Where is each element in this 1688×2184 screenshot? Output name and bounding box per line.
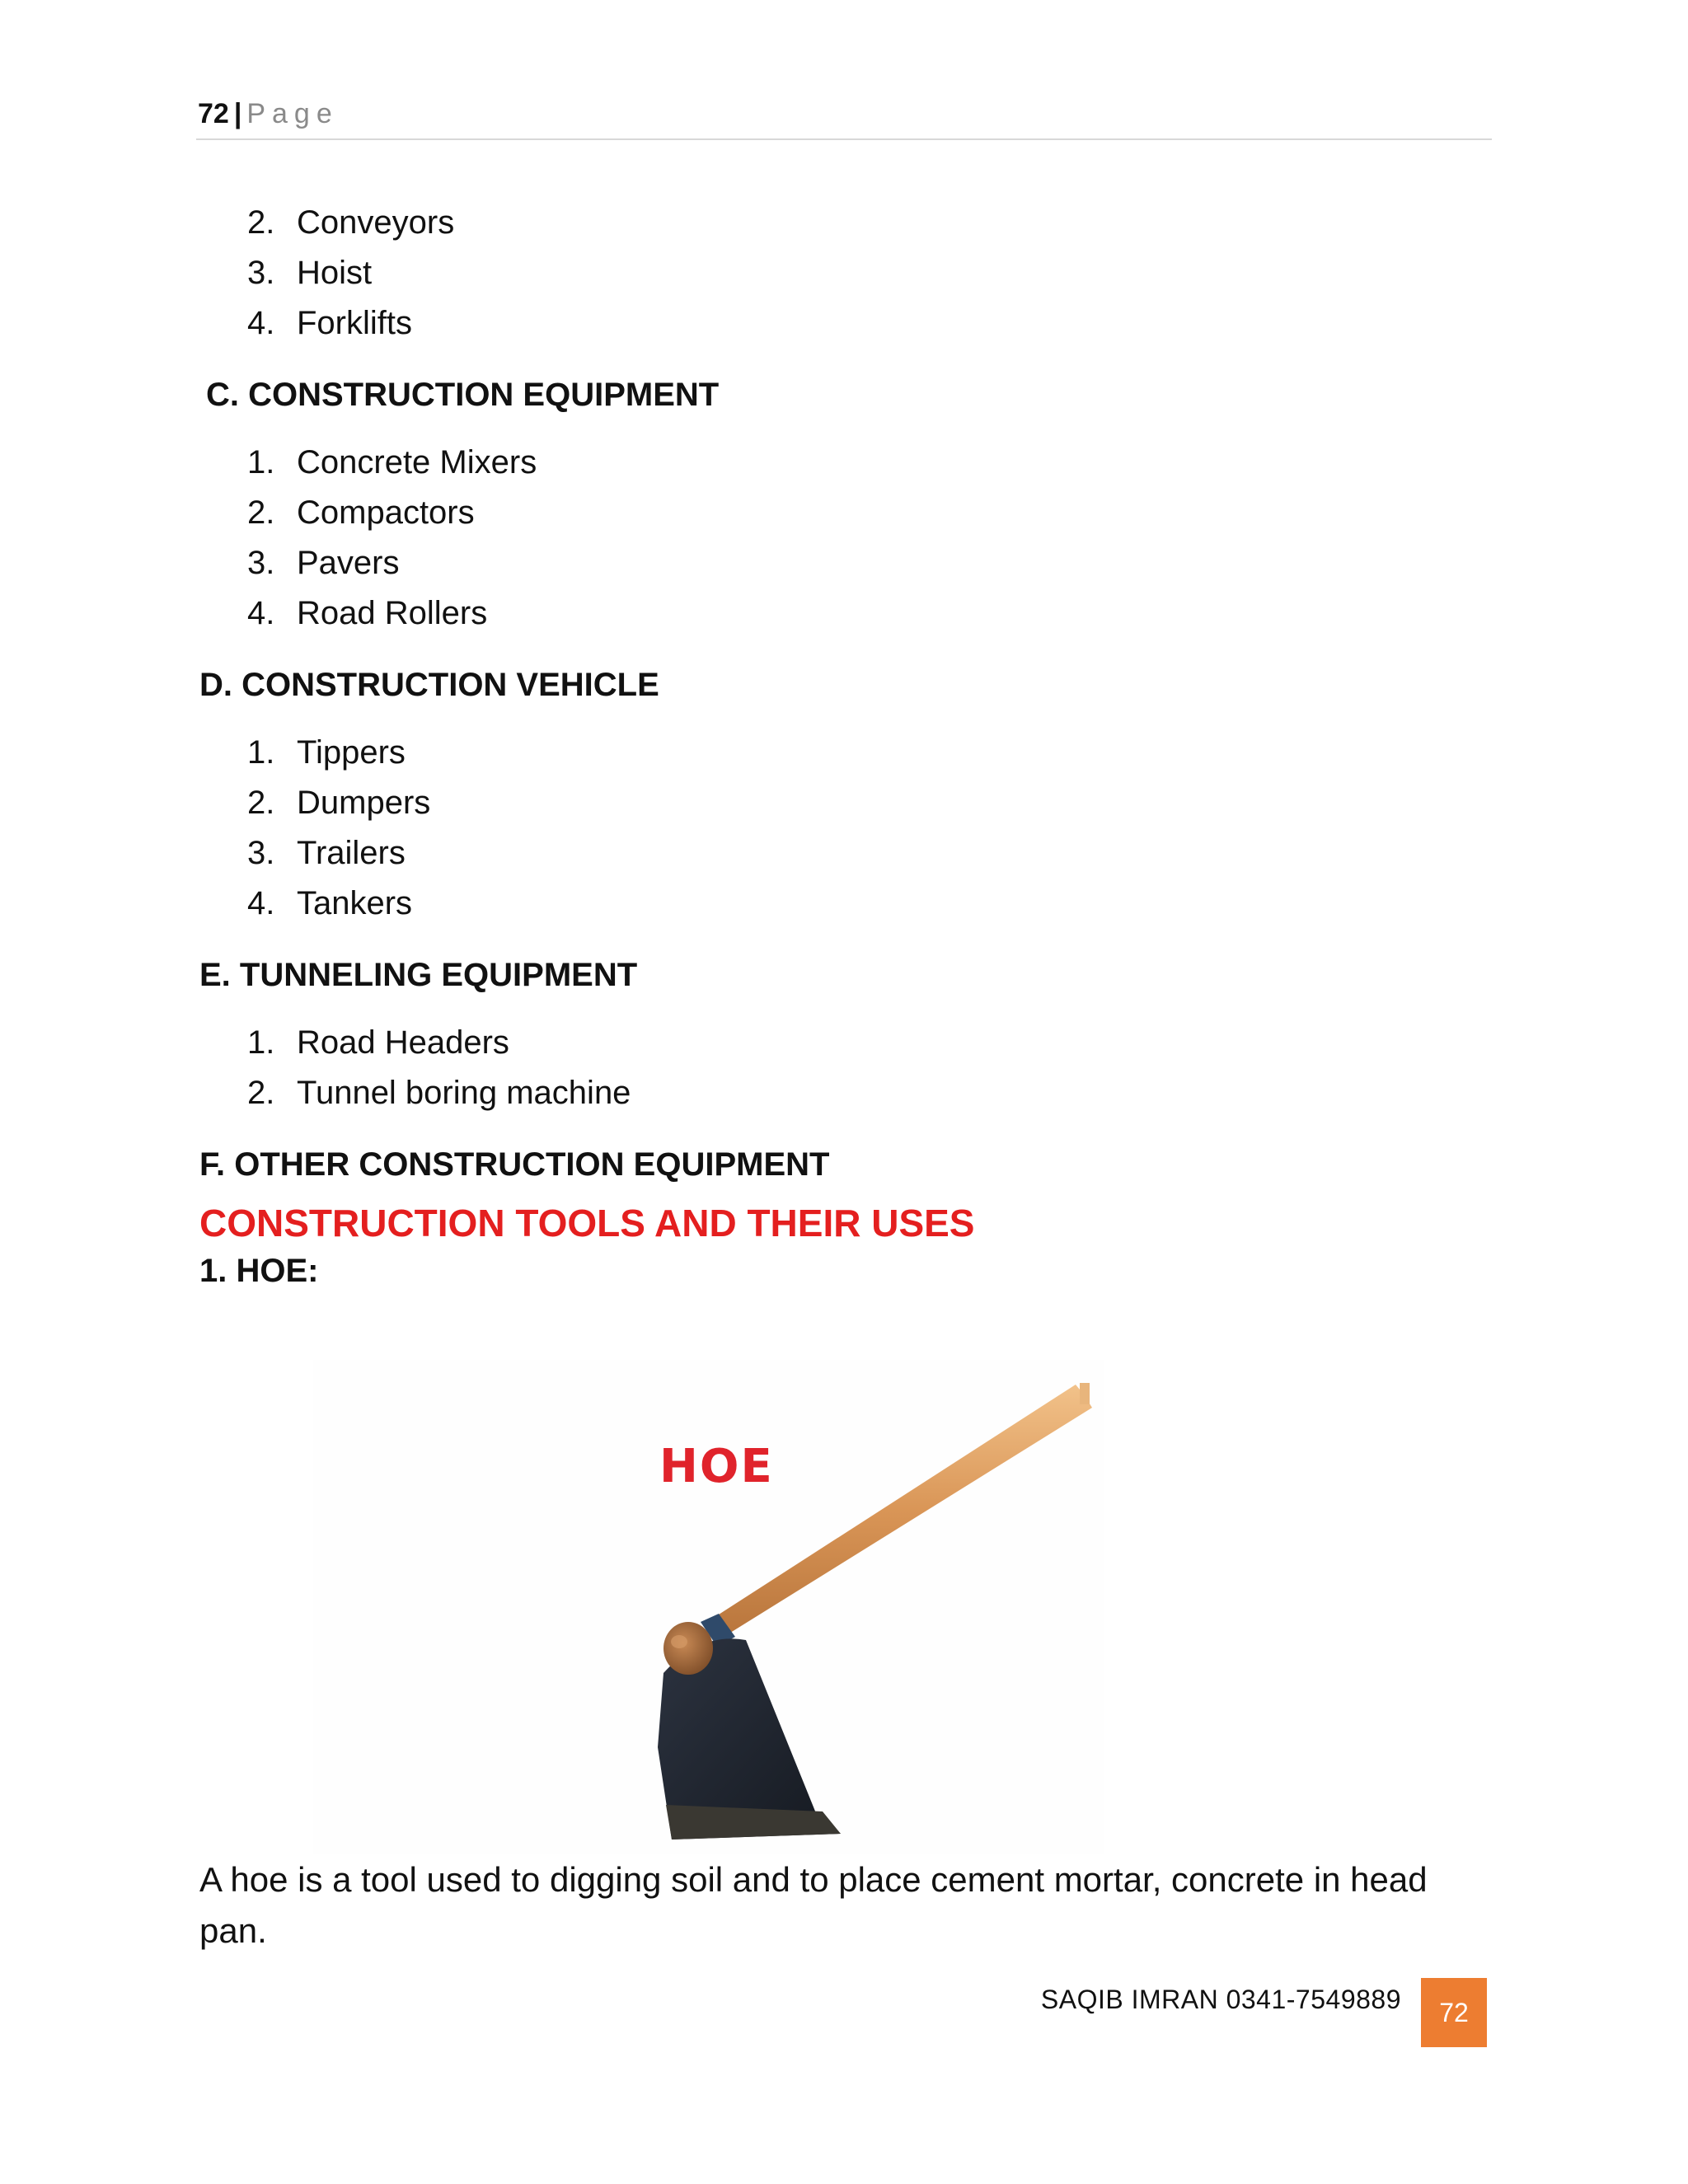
hoe-handle-end bbox=[1080, 1383, 1090, 1404]
hoe-image bbox=[313, 1360, 1104, 1854]
header-divider bbox=[196, 138, 1492, 140]
hoe-illustration bbox=[313, 1360, 1104, 1854]
list-item-number: 4. bbox=[247, 885, 275, 921]
list-item-label: Dumpers bbox=[297, 785, 431, 821]
list-item-number: 3. bbox=[247, 255, 275, 291]
list-item bbox=[199, 828, 1502, 879]
list-item bbox=[199, 488, 1502, 538]
list-item-label: Forklifts bbox=[297, 305, 412, 341]
list-item bbox=[199, 588, 1502, 639]
list-item-number: 3. bbox=[247, 545, 275, 581]
tools-section-title: CONSTRUCTION TOOLS AND THEIR USES bbox=[199, 1202, 975, 1244]
list-item-number: 2. bbox=[247, 204, 275, 241]
section-list-construction-vehicle bbox=[199, 728, 1502, 929]
list-item-label: Road Rollers bbox=[297, 595, 488, 631]
section-heading-tunneling-equipment: E. TUNNELING EQUIPMENT bbox=[199, 957, 638, 993]
list-item-number: 4. bbox=[247, 305, 275, 341]
header-separator: | bbox=[233, 98, 242, 129]
list-item bbox=[199, 879, 1502, 929]
page-header bbox=[198, 97, 339, 130]
list-item bbox=[199, 198, 1502, 248]
list-item bbox=[199, 728, 1502, 778]
list-item-number: 1. bbox=[247, 1024, 275, 1061]
intro-list bbox=[199, 198, 1502, 349]
list-item-number: 2. bbox=[247, 785, 275, 821]
list-item-label: Tippers bbox=[297, 734, 406, 771]
list-item bbox=[199, 1068, 1502, 1118]
section-list-construction-equipment bbox=[199, 438, 1502, 639]
list-item bbox=[199, 778, 1502, 828]
hoe-knob bbox=[663, 1622, 713, 1675]
list-item bbox=[199, 298, 1502, 349]
list-item-label: Trailers bbox=[297, 835, 406, 871]
hoe-knob-highlight bbox=[671, 1635, 687, 1648]
footer-author: SAQIB IMRAN 0341-7549889 bbox=[1040, 1985, 1401, 2014]
list-item bbox=[199, 438, 1502, 488]
section-heading-other-construction-equipment: F. OTHER CONSTRUCTION EQUIPMENT bbox=[199, 1146, 830, 1183]
header-page-word: Page bbox=[246, 98, 339, 129]
hoe-image-label: HOE bbox=[659, 1440, 774, 1493]
list-item-label: Concrete Mixers bbox=[297, 444, 537, 480]
list-item-number: 2. bbox=[247, 494, 275, 531]
list-item-number: 4. bbox=[247, 595, 275, 631]
section-heading-construction-vehicle: D. CONSTRUCTION VEHICLE bbox=[199, 667, 659, 703]
list-item-label: Compactors bbox=[297, 494, 475, 531]
list-item-label: Pavers bbox=[297, 545, 400, 581]
list-item-label: Tankers bbox=[297, 885, 413, 921]
list-item-label: Tunnel boring machine bbox=[297, 1075, 631, 1111]
header-page-number: 72 bbox=[198, 98, 229, 129]
list-item-label: Road Headers bbox=[297, 1024, 509, 1061]
hoe-handle bbox=[707, 1385, 1092, 1638]
hoe-subheading: 1. HOE: bbox=[199, 1253, 319, 1289]
list-item bbox=[199, 248, 1502, 298]
list-item-number: 1. bbox=[247, 734, 275, 771]
list-item-number: 1. bbox=[247, 444, 275, 480]
list-item bbox=[199, 1018, 1502, 1068]
list-item-label: Conveyors bbox=[297, 204, 455, 241]
footer-page-badge: 72 bbox=[1421, 1978, 1487, 2047]
list-item-number: 2. bbox=[247, 1075, 275, 1111]
list-item bbox=[199, 538, 1502, 588]
hoe-description: A hoe is a tool used to digging soil and to place cement mortar, concrete in head pan. bbox=[199, 1860, 1428, 1950]
list-item-label: Hoist bbox=[297, 255, 373, 291]
list-item-number: 3. bbox=[247, 835, 275, 871]
section-heading-construction-equipment: C. CONSTRUCTION EQUIPMENT bbox=[206, 377, 720, 413]
document-body bbox=[199, 198, 1502, 1291]
section-list-tunneling-equipment bbox=[199, 1018, 1502, 1118]
